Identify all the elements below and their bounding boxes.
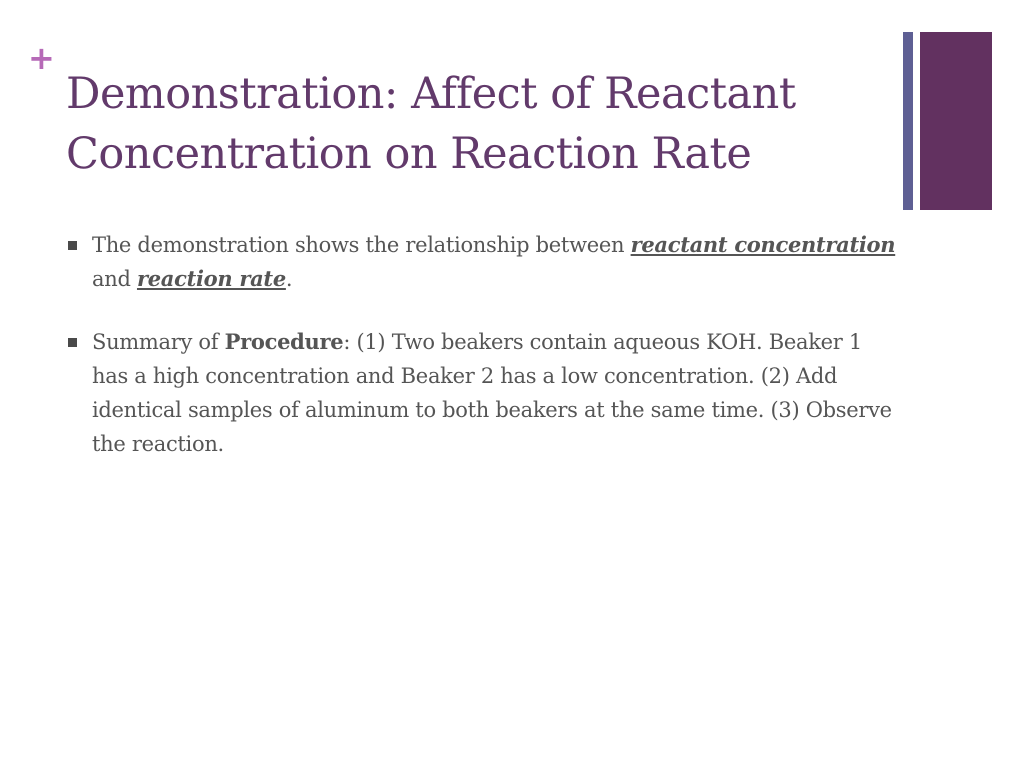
bullet-text: : (1) Two beakers contain aqueous KOH. Beaker 1 has a high concentration and Beaker 2 has a low concentration. (2) Add identical samples of aluminum to both beakers at the same time. (3) Observe the reaction. xyxy=(92,330,892,456)
plus-icon: + xyxy=(28,39,55,77)
bullet-text: and xyxy=(92,267,137,291)
bullet-list xyxy=(66,228,896,461)
bullet-text: . xyxy=(285,267,293,291)
bullet-item-relationship xyxy=(66,228,896,296)
term-reaction-rate: reaction rate xyxy=(136,266,286,291)
slide-title-line-1: Demonstration: Affect of Reactant xyxy=(66,69,796,119)
slide-title xyxy=(66,64,886,184)
square-bullet-icon xyxy=(68,241,77,250)
accent-bar-thick xyxy=(920,32,992,210)
bullet-text: The demonstration shows the relationship between xyxy=(92,233,631,257)
square-bullet-icon xyxy=(68,338,77,347)
bullet-text: Summary of xyxy=(92,330,225,354)
term-reactant-concentration: reactant concentration xyxy=(630,232,896,257)
accent-bar-thin xyxy=(903,32,913,210)
bullet-item-procedure xyxy=(66,325,896,461)
term-procedure: Procedure xyxy=(224,329,344,354)
slide-title-line-2: Concentration on Reaction Rate xyxy=(66,129,752,179)
